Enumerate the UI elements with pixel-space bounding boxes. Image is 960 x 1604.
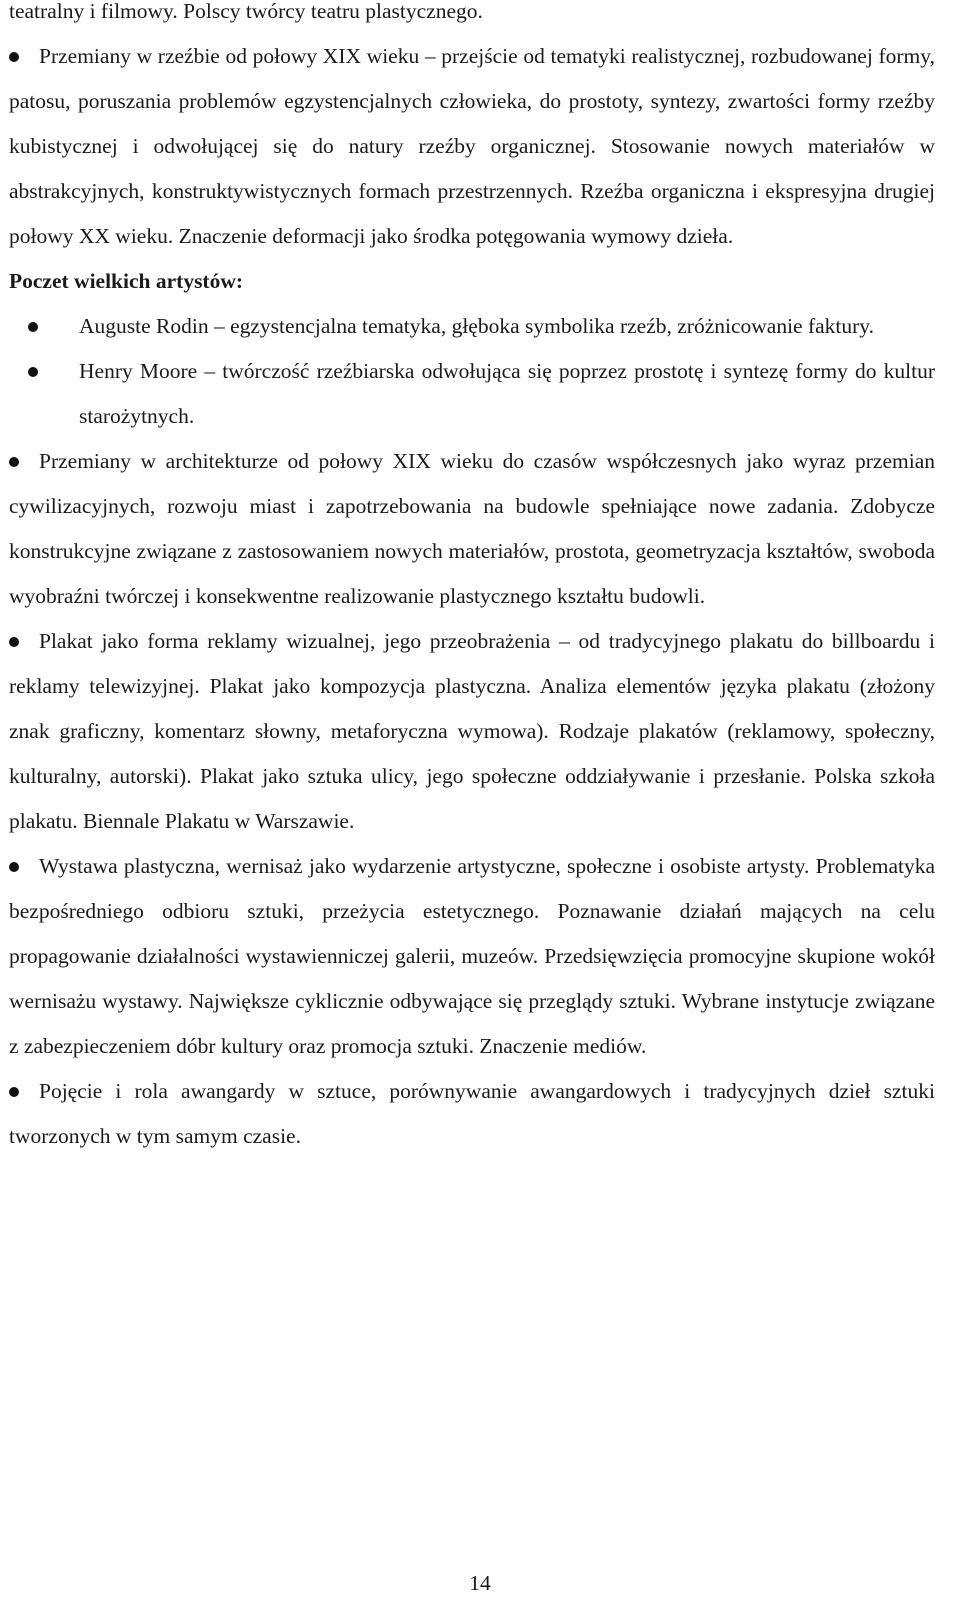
page-number: 14 <box>469 1571 491 1595</box>
artist-item <box>79 349 935 439</box>
bullet-exhibition <box>9 844 935 1069</box>
bullet-poster <box>9 619 935 844</box>
bullet-avant-garde-text: Pojęcie i rola awangardy w sztuce, porównywanie awangardowych i tradycyjnych dzieł sztuki tworzonych w tym samym czasie. <box>9 1079 935 1148</box>
bullet-exhibition-text: Wystawa plastyczna, wernisaż jako wydarzenie artystyczne, społeczne i osobiste artysty. Problematyka bezpośredniego odbioru sztuki, przeżycia estetycznego. Poznawanie działań mających na celu propagowanie działalności wystawienniczej galerii, muzeów. Przedsięwzięcia promocyjne skupione wokół wernisażu wystawy. Największe cyklicznie odbywające się przeglądy sztuki. Wybrane instytucje związane z zabezpieczeniem dóbr kultury oraz promocja sztuki. Znaczenie mediów. <box>9 854 935 1058</box>
bullet-dot-icon <box>9 637 19 647</box>
bullet-sculpture-text: Przemiany w rzeźbie od połowy XIX wieku – przejście od tematyki realistycznej, rozbudowanej formy, patosu, poruszania problemów egzystencjalnych człowieka, do prostoty, syntezy, zwartości formy rzeźby kubistycznej i odwołującej się do natury rzeźby organicznej. Stosowanie nowych materiałów w abstrakcyjnych, konstruktywistycznych formach przestrzennych. Rzeźba organiczna i ekspresyjna drugiej połowy XX wieku. Znaczenie deformacji jako środka potęgowania wymowy dzieła. <box>9 44 935 248</box>
section-heading: Poczet wielkich artystów: <box>9 269 244 293</box>
bullet-dot-icon <box>9 862 19 872</box>
artists-list <box>9 304 935 439</box>
bullet-poster-text: Plakat jako forma reklamy wizualnej, jego przeobrażenia – od tradycyjnego plakatu do billboardu i reklamy telewizyjnej. Plakat jako kompozycja plastyczna. Analiza elementów języka plakatu (złożony znak graficzny, komentarz słowny, metaforyczna wymowa). Rodzaje plakatów (reklamowy, społeczny, kulturalny, autorski). Plakat jako sztuka ulicy, jego społeczne oddziaływanie i przesłanie. Polska szkoła plakatu. Biennale Plakatu w Warszawie. <box>9 629 935 833</box>
document-body <box>9 0 935 1159</box>
bullet-architecture-text: Przemiany w architekturze od połowy XIX wieku do czasów współczesnych jako wyraz przemian cywilizacyjnych, rozwoju miast i zapotrzebowania na budowle spełniające nowe zadania. Zdobycze konstrukcyjne związane z zastosowaniem nowych materiałów, prostota, geometryzacja kształtów, swoboda wyobraźni twórczej i konsekwentne realizowanie plastycznego kształtu budowli. <box>9 449 935 608</box>
bullet-architecture <box>9 439 935 619</box>
bullet-dot-icon <box>9 457 19 467</box>
bullet-dot-icon <box>9 52 19 62</box>
bullet-dot-icon <box>28 322 38 332</box>
artist-item-text: Auguste Rodin – egzystencjalna tematyka, głęboka symbolika rzeźb, zróżnicowanie faktury. <box>79 314 875 338</box>
bullet-dot-icon <box>9 1087 19 1097</box>
bullet-dot-icon <box>28 367 38 377</box>
bullet-sculpture <box>9 34 935 259</box>
bullet-avant-garde <box>9 1069 935 1159</box>
intro-line: teatralny i filmowy. Polscy twórcy teatru plastycznego. <box>9 0 483 23</box>
artist-item-text: Henry Moore – twórczość rzeźbiarska odwołująca się poprzez prostotę i syntezę formy do kultur starożytnych. <box>79 359 935 428</box>
artist-item <box>79 304 935 349</box>
